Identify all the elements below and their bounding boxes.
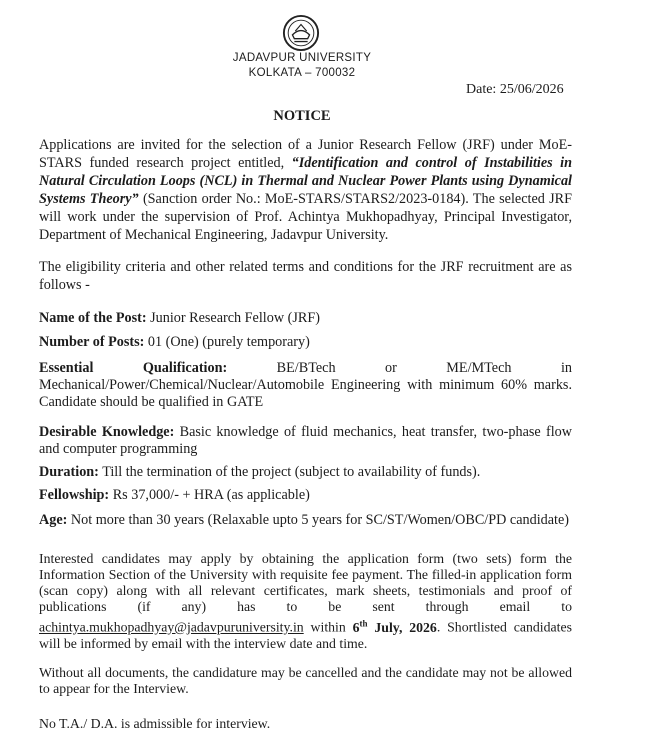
knowledge-value: Basic knowledge of fluid mechanics, heat transfer, two-phase flow and computer programming xyxy=(39,424,572,457)
intro-paragraph xyxy=(39,136,572,244)
apply-text-mid: within xyxy=(303,619,353,635)
deadline-day: 6 xyxy=(352,619,360,635)
post-name-row xyxy=(39,310,572,327)
post-count-value: 01 (One) (purely temporary) xyxy=(144,334,310,350)
duration-row xyxy=(39,464,572,481)
notice-title: NOTICE xyxy=(273,108,331,124)
age-value: Not more than 30 years (Relaxable upto 5 years for SC/ST/Women/OBC/PD candidate) xyxy=(67,512,569,528)
deadline-month-year: July, 2026 xyxy=(367,619,437,635)
intro-text-before: Applications are invited for the selection of a Junior Research Fellow (JRF) under MoE-STARS funded research project entitled, xyxy=(39,137,572,171)
post-count-label: Number of Posts: xyxy=(39,334,145,350)
age-label: Age: xyxy=(39,512,68,528)
knowledge-row xyxy=(39,424,572,458)
post-count-row xyxy=(39,334,572,351)
project-title: “Identification and control of Instabilities in Natural Circulation Loops (NCL) in Thermal and Nuclear Power Plants using Dynamical Systems Theory” xyxy=(39,155,572,207)
intro-text-after: (Sanction order No.: MoE-STARS/STARS2/2023-0184). The selected JRF will work under the supervision of Prof. Achintya Mukhopadhyay, Principal Investigator, Department of Mechanical Engineering, Jadavpur University. xyxy=(39,191,572,243)
contact-email-link[interactable]: achintya.mukhopadhyay@jadavpuruniversity.in xyxy=(39,619,304,635)
qualification-or: or xyxy=(385,360,397,376)
deadline xyxy=(353,620,437,635)
qualification-row xyxy=(39,360,572,411)
documents-note: Without all documents, the candidature may be cancelled and the candidate may not be allowed to appear for the Interview. xyxy=(39,665,572,696)
age-row xyxy=(39,512,572,529)
fellowship-label: Fellowship: xyxy=(39,487,110,503)
qualification-rest: Mechanical/Power/Chemical/Nuclear/Automobile Engineering with minimum 60% marks. Candidate should be qualified in GATE xyxy=(39,377,572,410)
apply-text-before: Interested candidates may apply by obtaining the application form (two sets) form the Information Section of the University with requisite fee payment. The filled-in application form (scan copy) along with all relevant certificates, mark sheets, testimonials and proof of publications (if any) has to be sent through email to xyxy=(39,551,572,614)
knowledge-label: Desirable Knowledge: xyxy=(39,424,175,440)
qualification-degree-1: BE/BTech xyxy=(276,360,336,376)
duration-label: Duration: xyxy=(39,464,99,480)
ta-da-note: No T.A./ D.A. is admissible for interview. xyxy=(39,716,271,731)
application-paragraph xyxy=(39,551,572,652)
fellowship-value: Rs 37,000/- + HRA (as applicable) xyxy=(109,487,310,503)
post-name-value: Junior Research Fellow (JRF) xyxy=(146,310,320,326)
qualification-first-line xyxy=(39,360,572,377)
qualification-label-part1: Essential xyxy=(39,360,94,376)
university-name: JADAVPUR UNIVERSITY xyxy=(232,52,372,64)
duration-value: Till the termination of the project (subject to availability of funds). xyxy=(98,464,481,480)
qualification-degree-2: ME/MTech xyxy=(446,360,512,376)
notice-date: Date: 25/06/2026 xyxy=(466,82,564,97)
deadline-suffix: th xyxy=(359,618,368,628)
post-name-label: Name of the Post: xyxy=(39,310,147,326)
apply-text-after: . Shortlisted candidates will be informed by email with the interview date and time. xyxy=(39,619,572,651)
qualification-in: in xyxy=(560,360,572,376)
qualification-label-part2: Qualification: xyxy=(142,360,228,376)
university-emblem-icon xyxy=(282,14,320,52)
fellowship-row xyxy=(39,487,572,504)
university-address: KOLKATA – 700032 xyxy=(248,67,356,79)
eligibility-intro: The eligibility criteria and other related terms and conditions for the JRF recruitment are as follows - xyxy=(39,259,572,293)
